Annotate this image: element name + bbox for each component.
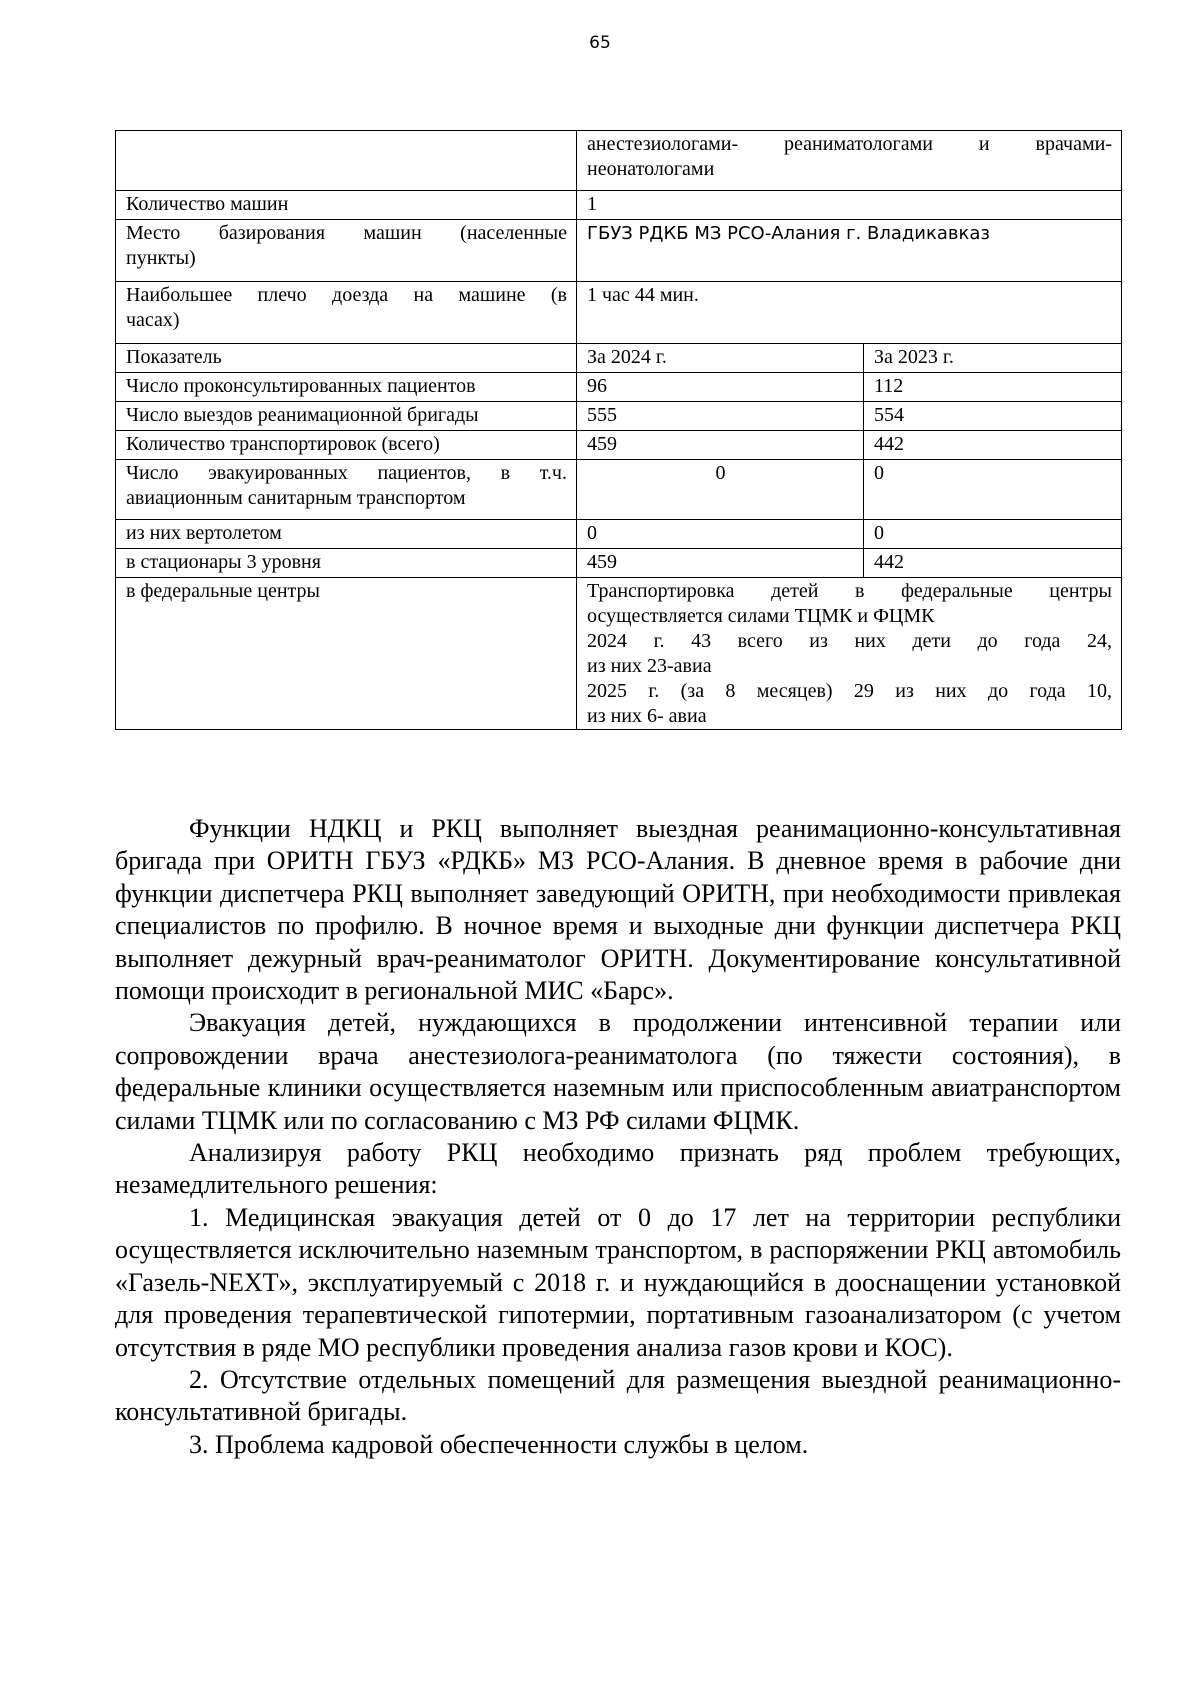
- level3-value-2023: 442: [864, 549, 1122, 578]
- federal-note-line-2: осуществляется силами ТЦМК и ФЦМК: [587, 605, 935, 627]
- federal-centers-label: в федеральные центры: [116, 578, 577, 730]
- specialists-line-1: анестезиологами- реаниматологами и врачами-: [587, 133, 1112, 155]
- level3-value-2024: 459: [577, 549, 864, 578]
- federal-note-line-3: 2024 г. 43 всего из них дети до года 24,: [587, 630, 1112, 652]
- table-cell: [116, 460, 577, 520]
- table-row: [116, 549, 1122, 578]
- table-row: [116, 220, 1122, 282]
- list-item: 3. Проблема кадровой обеспеченности службы в целом.: [189, 1429, 809, 1459]
- max-distance-label-line-2: часах): [126, 309, 180, 331]
- paragraph: Функции НДКЦ и РКЦ выполняет выездная реанимационно-консультативная бригада при ОРИТН ГБУЗ «РДКБ» МЗ РСО-Алания. В дневное время в рабочие дни функции диспетчера РКЦ выполняет заведующий ОРИТН, при необходимости привлекая специалистов по профилю. В ночное время и выходные дни функции диспетчера РКЦ выполняет дежурный врач-реаниматолог ОРИТН. Документирование консультативной помощи происходит в региональной МИС «Барс».: [115, 814, 1121, 1006]
- year-2024-header: За 2024 г.: [577, 344, 864, 373]
- evacuated-label-line-2: авиационным санитарным транспортом: [126, 487, 466, 509]
- indicator-header: Показатель: [116, 344, 577, 373]
- level3-label: в стационары 3 уровня: [116, 549, 577, 578]
- table-row: [116, 460, 1122, 520]
- row-value-2024: 96: [577, 373, 864, 402]
- base-location-label-line-2: пункты): [126, 247, 196, 269]
- table-cell: [577, 131, 1122, 191]
- helicopter-label: из них вертолетом: [116, 520, 577, 549]
- table-cell: [577, 578, 1122, 730]
- table-cell: [116, 220, 577, 282]
- table-row: [116, 373, 1122, 402]
- evacuated-value-2024: 0: [577, 460, 864, 520]
- table-row: [116, 191, 1122, 220]
- row-label: Количество транспортировок (всего): [116, 431, 577, 460]
- row-value-2023: 112: [864, 373, 1122, 402]
- table-row: [116, 282, 1122, 344]
- table-row: [116, 578, 1122, 730]
- max-distance-label-line-1: Наибольшее плечо доезда на машине (в: [126, 284, 567, 306]
- table-cell: [116, 131, 577, 191]
- federal-note-line-6: из них 6- авиа: [587, 705, 707, 727]
- federal-note-line-1: Транспортировка детей в федеральные центры: [587, 580, 1112, 602]
- max-distance-value: 1 час 44 мин.: [577, 282, 1122, 344]
- evacuated-label-line-1: Число эвакуированных пациентов, в т.ч.: [126, 462, 567, 484]
- row-label: Число выездов реанимационной бригады: [116, 402, 577, 431]
- table-row: [116, 431, 1122, 460]
- helicopter-value-2024: 0: [577, 520, 864, 549]
- vehicle-count-label: Количество машин: [116, 191, 577, 220]
- list-item: 2. Отсутствие отдельных помещений для размещения выездной реанимационно-консультативной бригады.: [115, 1364, 1121, 1427]
- list-item: 1. Медицинская эвакуация детей от 0 до 17 лет на территории республики осуществляется исключительно наземным транспортом, в распоряжении РКЦ автомобиль «Газель-NEXT», эксплуатируемый с 2018 г. и нуждающийся в дооснащении установкой для проведения терапевтической гипотермии, портативным газоанализатором (с учетом отсутствия в ряде МО республики проведения анализа газов крови и КОС).: [115, 1202, 1121, 1362]
- paragraph: Эвакуация детей, нуждающихся в продолжении интенсивной терапии или сопровождении врача анестезиолога-реаниматолога (по тяжести состояния), в федеральные клиники осуществляется наземным или приспособленным авиатранспортом силами ТЦМК или по согласованию с МЗ РФ силами ФЦМК.: [115, 1008, 1121, 1135]
- table-cell: [116, 282, 577, 344]
- ambulance-stats-table: [115, 130, 1122, 730]
- year-2023-header: За 2023 г.: [864, 344, 1122, 373]
- table-row: [116, 520, 1122, 549]
- helicopter-value-2023: 0: [864, 520, 1122, 549]
- row-value-2024: 555: [577, 402, 864, 431]
- base-location-value: ГБУЗ РДКБ МЗ РСО-Алания г. Владикавказ: [587, 223, 990, 244]
- body-text: [115, 813, 1121, 1461]
- row-value-2024: 459: [577, 431, 864, 460]
- evacuated-value-2023: 0: [864, 460, 1122, 520]
- specialists-line-2: неонатологами: [587, 158, 715, 180]
- federal-note-line-4: из них 23-авиа: [587, 655, 712, 677]
- paragraph: Анализируя работу РКЦ необходимо признать ряд проблем требующих, незамедлительного решения:: [115, 1138, 1121, 1200]
- table-row: [116, 402, 1122, 431]
- table-header-row: [116, 344, 1122, 373]
- row-value-2023: 442: [864, 431, 1122, 460]
- base-location-label-line-1: Место базирования машин (населенные: [126, 222, 567, 244]
- row-value-2023: 554: [864, 402, 1122, 431]
- vehicle-count-value: 1: [577, 191, 1122, 220]
- page-number: 65: [589, 33, 611, 53]
- table-row: [116, 131, 1122, 191]
- row-label: Число проконсультированных пациентов: [116, 373, 577, 402]
- table-cell: [577, 220, 1122, 282]
- federal-note-line-5: 2025 г. (за 8 месяцев) 29 из них до года 10,: [587, 680, 1112, 702]
